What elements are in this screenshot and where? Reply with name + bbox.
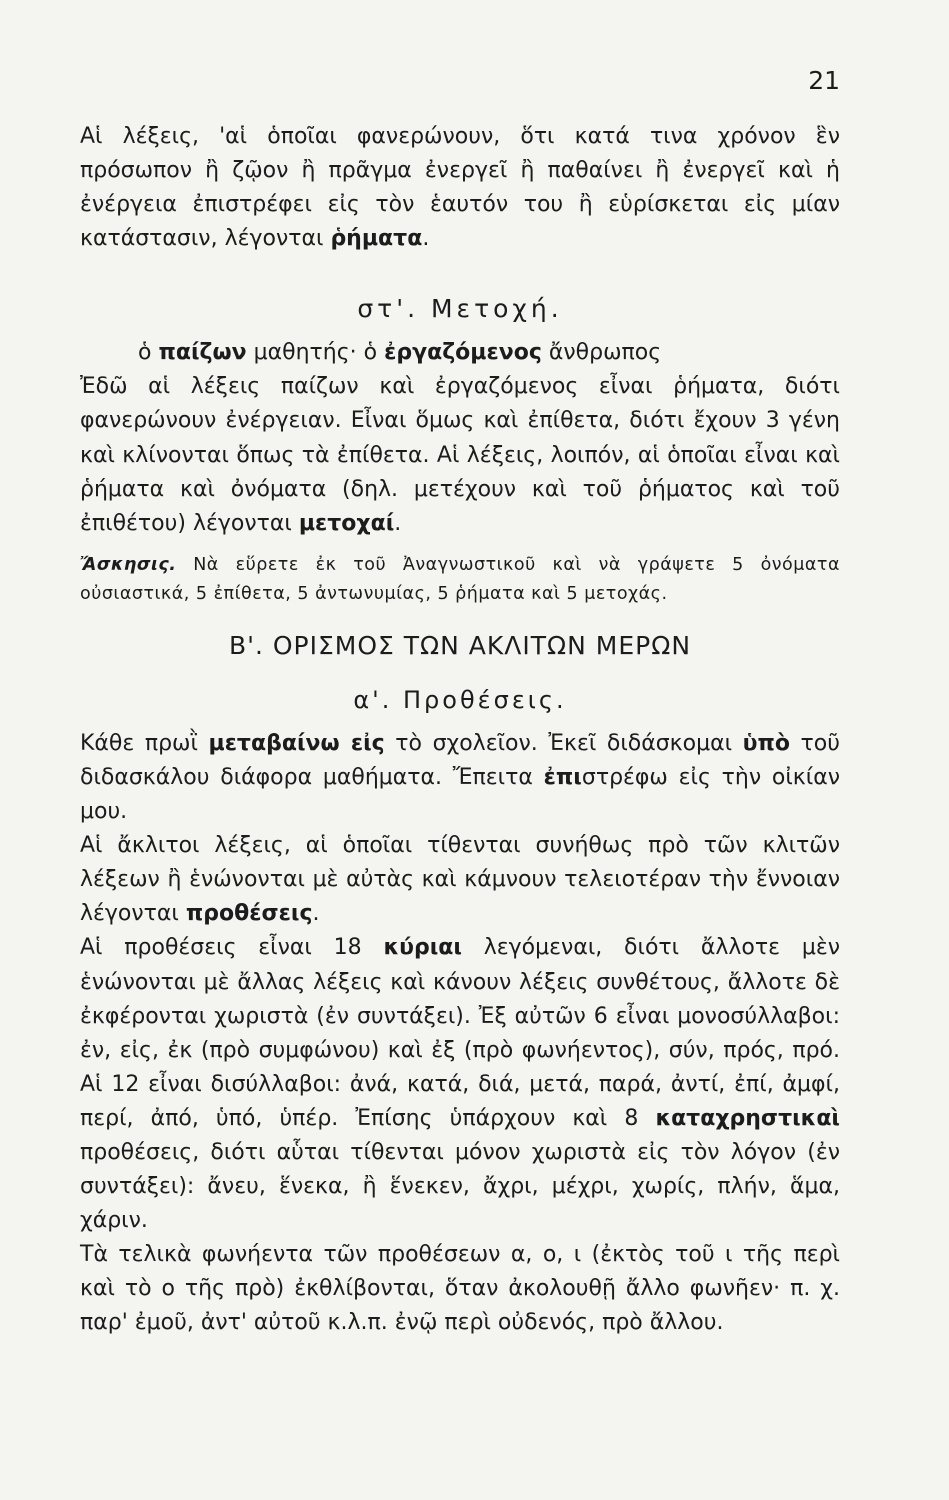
bold-term: ὑπὸ (742, 730, 790, 756)
exercise-paragraph (80, 551, 840, 609)
spacer (80, 541, 840, 551)
text-run: ὁ (138, 340, 159, 366)
page-number: 21 (808, 66, 840, 95)
paragraph-protheseis-definition (80, 829, 840, 931)
bold-term: ῥήματα (330, 226, 423, 252)
text-run: ἄνθρωπος (541, 340, 662, 366)
section-heading: Β'. ΟΡΙΣΜΟΣ ΤΩΝ ΑΚΛΙΤΩΝ ΜΕΡΩΝ (228, 630, 692, 660)
page-content (80, 120, 840, 1341)
text-run: Κάθε πρωῒ (80, 730, 209, 756)
heading-metoxi: στ'. Μετοχή. (357, 294, 563, 324)
bold-term: μετοχαί (298, 510, 395, 536)
bold-term: μεταβαίνω εἰς (208, 730, 385, 756)
text-run: Ἐδῶ αἱ λέξεις παίζων καὶ ἐργαζόμενος εἶναι ῥήματα, διότι φανερώνουν ἐνέργειαν. Εἶναι ὅμως καὶ ἐπίθετα, διότι ἔχουν 3 γένη καὶ κλίνονται ὅπως τὰ ἐπίθετα. Αἱ λέξεις, λοιπόν, αἱ ὁποῖαι εἶναι καὶ ῥήματα καὶ ὀνόματα (δηλ. μετέχουν καὶ τοῦ ῥήματος καὶ τοῦ ἐπιθέτου) λέγονται (80, 374, 840, 536)
text-run: Τὰ τελικὰ φωνήεντα τῶν προθέσεων α, ο, ι (ἐκτὸς τοῦ ι τῆς περὶ καὶ τὸ ο τῆς πρὸ) ἐκθλίβονται, ὅταν ἀκολουθῇ ἄλλο φωνῆεν· π. χ. παρ' ἐμοῦ, ἀντ' αὐτοῦ κ.λ.π. ἐνῷ περὶ οὐδενός, πρὸ ἄλλου. (80, 1242, 840, 1336)
heading-protheseis: α'. Προθέσεις. (353, 685, 567, 714)
text-run: . (394, 510, 402, 536)
paragraph-example-protheseis (80, 727, 840, 829)
spacer (80, 609, 840, 629)
paragraph-metoxi-explanation (80, 370, 840, 540)
spacer (80, 717, 840, 727)
bold-term: ἐπι (543, 764, 582, 790)
text-run: λεγόμεναι, διότι ἄλλοτε μὲν ἑνώνονται μὲ ἄλλας λέξεις καὶ κάνουν λέξεις συνθέτους, ἄλλοτε δὲ ἐκφέρονται χωριστὰ (ἐν συντάξει). Ἐξ αὐτῶν 6 εἶναι μονοσύλλαβοι: ἐν, εἰς, ἐκ (πρὸ συμφώνου) καὶ ἐξ (πρὸ φωνήεντος), σύν, πρός, πρό. Αἱ 12 εἶναι δισύλλαβοι: ἀνά, κατά, διά, μετά, παρά, ἀντί, ἐπί, ἀμφί, περί, ἀπό, ὑπό, ὑπέρ. Ἐπίσης ὑπάρχουν καὶ 8 (80, 935, 840, 1131)
text-run: προθέσεις, διότι αὗται τίθενται μόνον χωριστὰ εἰς τὸν λόγον (ἐν συντάξει): ἄνευ, ἕνεκα, ἢ ἕνεκεν, ἄχρι, μέχρι, χωρίς, πλήν, ἅμα, χάριν. (80, 1139, 840, 1234)
bold-term: καταχρηστικαὶ (655, 1105, 840, 1131)
paragraph-ekthlipsis (80, 1238, 840, 1340)
bold-term: παίζων (158, 340, 247, 366)
spacer (80, 276, 840, 292)
text-run: . (312, 901, 320, 927)
bold-term: ἐργαζόμενος (384, 340, 542, 366)
bold-term: προθέσεις (185, 901, 313, 927)
spacer (80, 326, 840, 336)
text-run: τὸ σχολεῖον. Ἐκεῖ διδάσκομαι (384, 730, 743, 756)
text-run: . (422, 226, 430, 252)
text-run: τοῦ διδασκάλου διάφορα μαθήματα. Ἔπειτα (80, 730, 840, 790)
exercise-label: Ἄσκησις. (80, 554, 177, 575)
text-run: στρέφω εἰς τὴν οἰκίαν μου. (80, 764, 840, 825)
text-run: Αἱ ἄκλιτοι λέξεις, αἱ ὁποῖαι τίθενται συνήθως πρὸ τῶν κλιτῶν λέξεων ἢ ἑνώνονται μὲ αὐτὰς καὶ κάμνουν τελειοτέραν τὴν ἔννοιαν λέγονται (80, 833, 840, 927)
text-run: μαθητής· ὁ (246, 340, 385, 366)
text-run: Αἱ προθέσεις εἶναι 18 (80, 935, 384, 961)
paragraph-rimata-definition (80, 120, 840, 256)
exercise-text: Νὰ εὕρετε ἐκ τοῦ Ἀναγνωστικοῦ καὶ νὰ γράψετε 5 ὀνόματα οὐσιαστικά, 5 ἐπίθετα, 5 ἀντωνυμίας, 5 ῥήματα καὶ 5 μετοχάς. (80, 554, 840, 604)
text-run: Αἱ λέξεις, 'αἱ ὁποῖαι φανερώνουν, ὅτι κατά τινα χρόνον ἓν πρόσωπον ἢ ζῷον ἢ πρᾶγμα ἐνεργεῖ ἢ παθαίνει ἢ ἐνεργεῖ καὶ ἡ ἐνέργεια ἐπιστρέφει εἰς τὸν ἑαυτόν του ἢ εὑρίσκεται εἰς μίαν κατάστασιν, λέγονται (80, 124, 840, 252)
example-metoxi (80, 336, 840, 370)
spacer (80, 256, 840, 276)
paragraph-protheseis-kinds (80, 931, 840, 1238)
spacer (80, 663, 840, 683)
bold-term: κύριαι (383, 935, 462, 961)
